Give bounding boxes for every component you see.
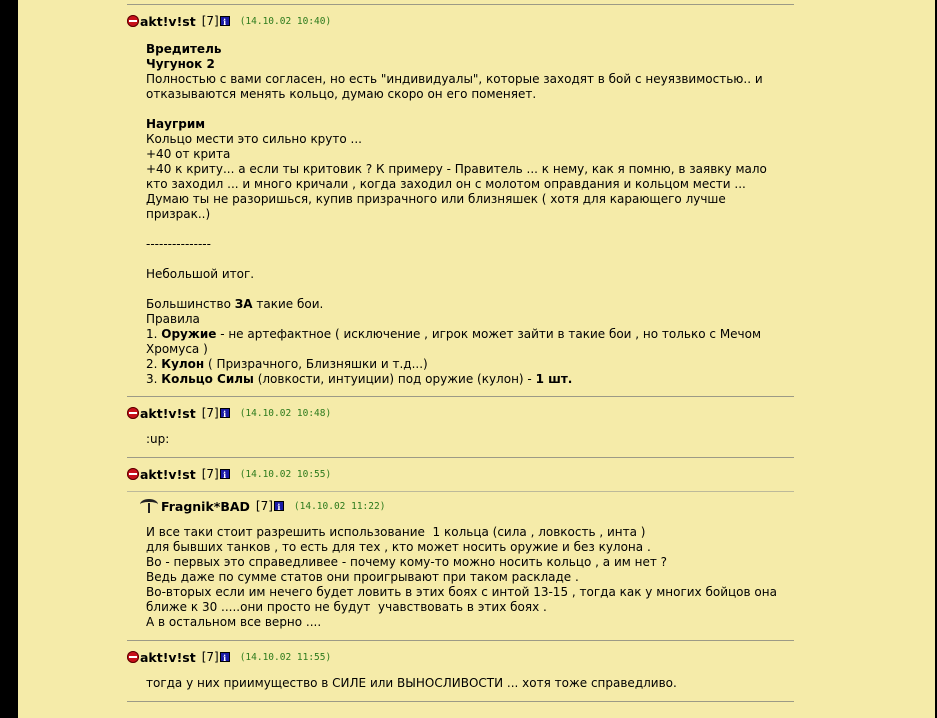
quote-author-nick[interactable]: Fragnik*BAD <box>161 498 250 514</box>
text-line <box>146 357 794 372</box>
text-run: такие бои. <box>252 297 324 311</box>
text-line <box>146 600 794 615</box>
text-run: --------------- <box>146 237 211 251</box>
text-line <box>146 162 794 177</box>
post-date: (14.10.02 10:55) <box>239 468 332 480</box>
quote-header <box>127 495 794 517</box>
text-run: Кольцо мести это сильно круто ... <box>146 132 362 146</box>
text-line <box>146 72 794 87</box>
text-run: +40 от крита <box>146 147 231 161</box>
post-divider <box>127 640 794 641</box>
text-line <box>146 525 794 540</box>
text-line <box>146 282 794 297</box>
text-line <box>146 342 794 357</box>
quote-body <box>127 525 794 630</box>
post <box>127 646 794 691</box>
post-header <box>127 646 794 668</box>
text-line <box>146 87 794 102</box>
author-nick[interactable]: akt!v!st <box>140 649 196 665</box>
text-line <box>146 327 794 342</box>
clan-badge-icon[interactable] <box>127 15 139 27</box>
text-line <box>146 555 794 570</box>
info-icon[interactable]: i <box>274 501 284 511</box>
info-icon[interactable]: i <box>220 408 230 418</box>
text-run: ближе к 30 .....они просто не будут учавствовать в этих боях . <box>146 600 547 614</box>
text-run: 3. <box>146 372 162 386</box>
bold-text: Наугрим <box>146 117 206 131</box>
palm-tree-icon <box>140 499 158 513</box>
text-run: - не артефактное ( исключение , игрок может зайти в такие бои , но только с Мечом <box>216 327 762 341</box>
clan-badge-icon[interactable] <box>127 651 139 663</box>
author-nick[interactable]: akt!v!st <box>140 466 196 482</box>
text-run: Хромуса ) <box>146 342 208 356</box>
bold-text: Вредитель <box>146 42 222 56</box>
text-run: 1. <box>146 327 162 341</box>
text-run: +40 к криту... а если ты критовик ? К примеру - Правитель ... к нему, как я помню, в заявку мало <box>146 162 767 176</box>
info-icon[interactable]: i <box>220 652 230 662</box>
bold-text: Кулон <box>161 357 205 371</box>
author-level: [7] <box>201 14 219 28</box>
text-line <box>146 252 794 267</box>
text-run: для бывших танков , то есть для тех , кто может носить оружие и без кулона . <box>146 540 651 554</box>
text-run: кто заходил ... и много кричали , когда заходил он с молотом оправдания и кольцом мести ... <box>146 177 746 191</box>
info-icon[interactable]: i <box>220 16 230 26</box>
text-line <box>146 297 794 312</box>
text-line <box>146 102 794 117</box>
text-line <box>146 267 794 282</box>
text-run: Думаю ты не разоришься, купив призрачного или близняшек ( хотя для карающего лучше <box>146 192 726 206</box>
text-run: Небольшой итог. <box>146 267 255 281</box>
bold-text: 1 шт. <box>535 372 573 386</box>
post-body <box>127 432 794 447</box>
text-run: :up: <box>146 432 170 446</box>
text-line <box>146 615 794 630</box>
post <box>127 463 794 630</box>
text-line <box>146 312 794 327</box>
text-line <box>146 237 794 252</box>
text-run: Ведь даже по сумме статов они проигрывают при таком раскладе . <box>146 570 579 584</box>
author-level: [7] <box>201 406 219 420</box>
text-line <box>146 147 794 162</box>
text-line <box>146 540 794 555</box>
text-line <box>146 570 794 585</box>
quote-divider <box>127 491 794 492</box>
info-icon[interactable]: i <box>220 469 230 479</box>
text-line <box>146 676 794 691</box>
clan-badge-icon[interactable] <box>127 468 139 480</box>
text-run: Во-вторых если им нечего будет ловить в этих боях с интой 13-15 , тогда как у многих бойцов она <box>146 585 777 599</box>
author-level: [7] <box>201 467 219 481</box>
author-nick[interactable]: akt!v!st <box>140 13 196 29</box>
text-line <box>146 585 794 600</box>
post <box>127 402 794 447</box>
text-run: отказываются менять кольцо, думаю скоро он его поменяет. <box>146 87 537 101</box>
post-divider <box>127 4 794 5</box>
quote-date: (14.10.02 11:22) <box>293 500 386 512</box>
quoted-post <box>127 495 794 630</box>
text-line <box>146 207 794 222</box>
left-border <box>0 0 18 718</box>
text-run: 2. <box>146 357 162 371</box>
text-line <box>146 177 794 192</box>
post-body <box>127 676 794 691</box>
text-run: Правила <box>146 312 200 326</box>
text-run: тогда у них приимущество в СИЛЕ или ВЫНОСЛИВОСТИ ... хотя тоже справедливо. <box>146 676 677 690</box>
post-date: (14.10.02 10:40) <box>239 15 332 27</box>
post-divider <box>127 396 794 397</box>
bold-text: Чугунок 2 <box>146 57 215 71</box>
bold-text: Кольцо Силы <box>161 372 254 386</box>
bold-text: ЗА <box>234 297 253 311</box>
text-run: Полностью с вами согласен, но есть "индивидуалы", которые заходят в бой с неуязвимостью.. и <box>146 72 763 86</box>
post-body <box>127 42 794 387</box>
text-run: призрак..) <box>146 207 211 221</box>
text-line <box>146 57 794 72</box>
post-divider <box>127 701 794 702</box>
post-divider <box>127 457 794 458</box>
author-nick[interactable]: akt!v!st <box>140 405 196 421</box>
post-date: (14.10.02 11:55) <box>239 651 332 663</box>
forum-thread <box>127 0 794 702</box>
post-header <box>127 10 794 32</box>
text-line <box>146 132 794 147</box>
quote-author-level: [7] <box>255 499 273 513</box>
text-run: Большинство <box>146 297 235 311</box>
text-line <box>146 42 794 57</box>
text-run: А в остальном все верно .... <box>146 615 322 629</box>
text-line <box>146 432 794 447</box>
text-line <box>146 117 794 132</box>
text-line <box>146 222 794 237</box>
post-date: (14.10.02 10:48) <box>239 407 332 419</box>
bold-text: Оружие <box>161 327 217 341</box>
text-run: И все таки стоит разрешить использование 1 кольца (сила , ловкость , инта ) <box>146 525 646 539</box>
post-header <box>127 463 794 485</box>
text-line <box>146 192 794 207</box>
post <box>127 10 794 387</box>
author-level: [7] <box>201 650 219 664</box>
text-run: (ловкости, интуиции) под оружие (кулон) - <box>253 372 536 386</box>
text-run: ( Призрачного, Близняшки и т.д...) <box>204 357 428 371</box>
text-line <box>146 372 794 387</box>
clan-badge-icon[interactable] <box>127 407 139 419</box>
text-run: Во - первых это справедливее - почему кому-то можно носить кольцо , а им нет ? <box>146 555 668 569</box>
post-header <box>127 402 794 424</box>
